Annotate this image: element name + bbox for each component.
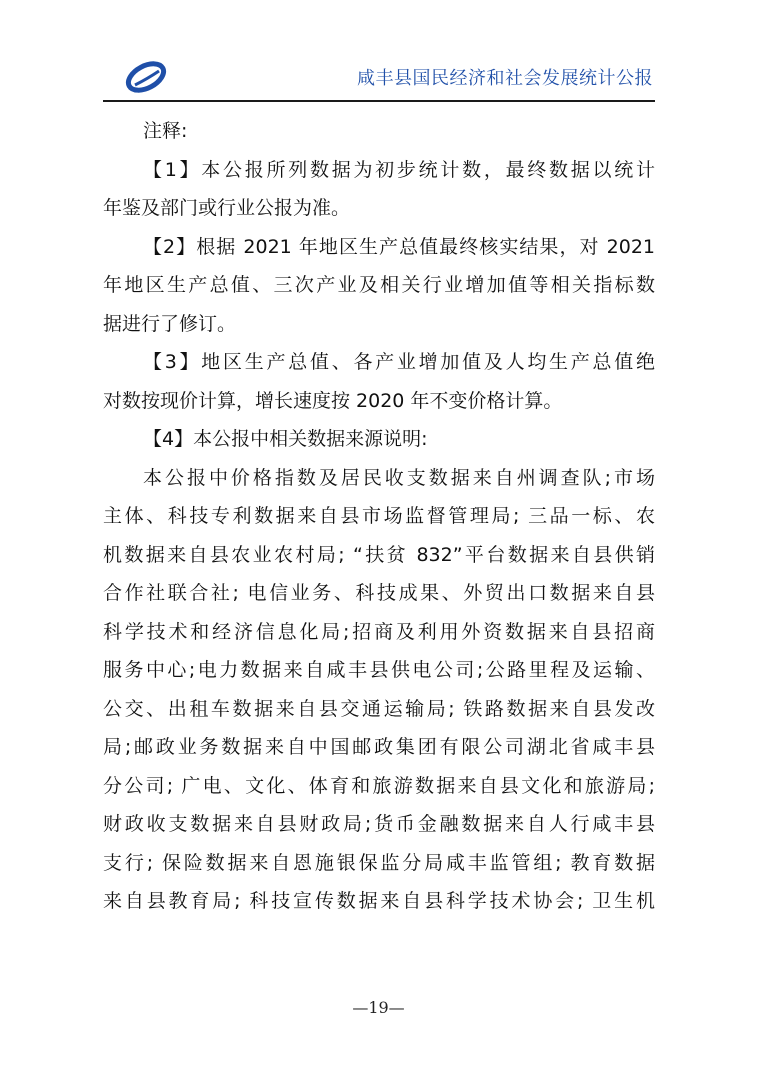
text-line: 年鉴及部门或行业公报为准。 (103, 197, 351, 219)
page-number: —19— (352, 998, 405, 1017)
text-line: 年地区生产总值、三次产业及相关行业增加值等相关指标数 (103, 274, 655, 296)
text-line: 科学技术和经济信息化局;招商及利用外资数据来自县招商 (103, 620, 655, 643)
text-line: 【2】根据 2021 年地区生产总值最终核实结果，对 2021 (143, 235, 655, 258)
text-line: 局;邮政业务数据来自中国邮政集团有限公司湖北省咸丰县 (103, 736, 655, 758)
report-title: 咸丰县国民经济和社会发展统计公报 (357, 68, 653, 89)
text-line: 注释: (143, 120, 188, 142)
header-divider (103, 100, 655, 102)
text-line: 据进行了修订。 (103, 312, 237, 335)
text-line: 机数据来自县农业农村局; “扶贫 832”平台数据来自县供销 (103, 543, 655, 566)
page-header (103, 56, 655, 102)
text-line: 本公报中价格指数及居民收支数据来自州调查队;市场 (143, 466, 655, 489)
text-line: 对数按现价计算，增长速度按 2020 年不变价格计算。 (103, 389, 563, 412)
notes-body (103, 112, 655, 921)
text-line: 主体、科技专利数据来自县市场监督管理局; 三品一标、农 (103, 505, 655, 527)
text-line: 财政收支数据来自县财政局;货币金融数据来自人行咸丰县 (103, 813, 655, 835)
text-line: 服务中心;电力数据来自咸丰县供电公司;公路里程及运输、 (103, 659, 655, 681)
text-line: 支行; 保险数据来自恩施银保监分局咸丰监管组; 教育数据 (103, 851, 655, 874)
text-line: 来自县教育局; 科技宣传数据来自县科学技术协会; 卫生机 (103, 890, 655, 912)
stats-logo-icon (123, 59, 169, 95)
text-line: 公交、出租车数据来自县交通运输局; 铁路数据来自县发改 (103, 697, 655, 720)
text-line: 【4】本公报中相关数据来源说明: (143, 428, 428, 450)
text-line: 【3】地区生产总值、各产业增加值及人均生产总值绝 (143, 351, 655, 373)
text-line: 【1】本公报所列数据为初步统计数，最终数据以统计 (143, 158, 655, 181)
text-line: 分公司; 广电、文化、体育和旅游数据来自县文化和旅游局; (103, 774, 655, 797)
text-line: 合作社联合社; 电信业务、科技成果、外贸出口数据来自县 (103, 582, 655, 604)
